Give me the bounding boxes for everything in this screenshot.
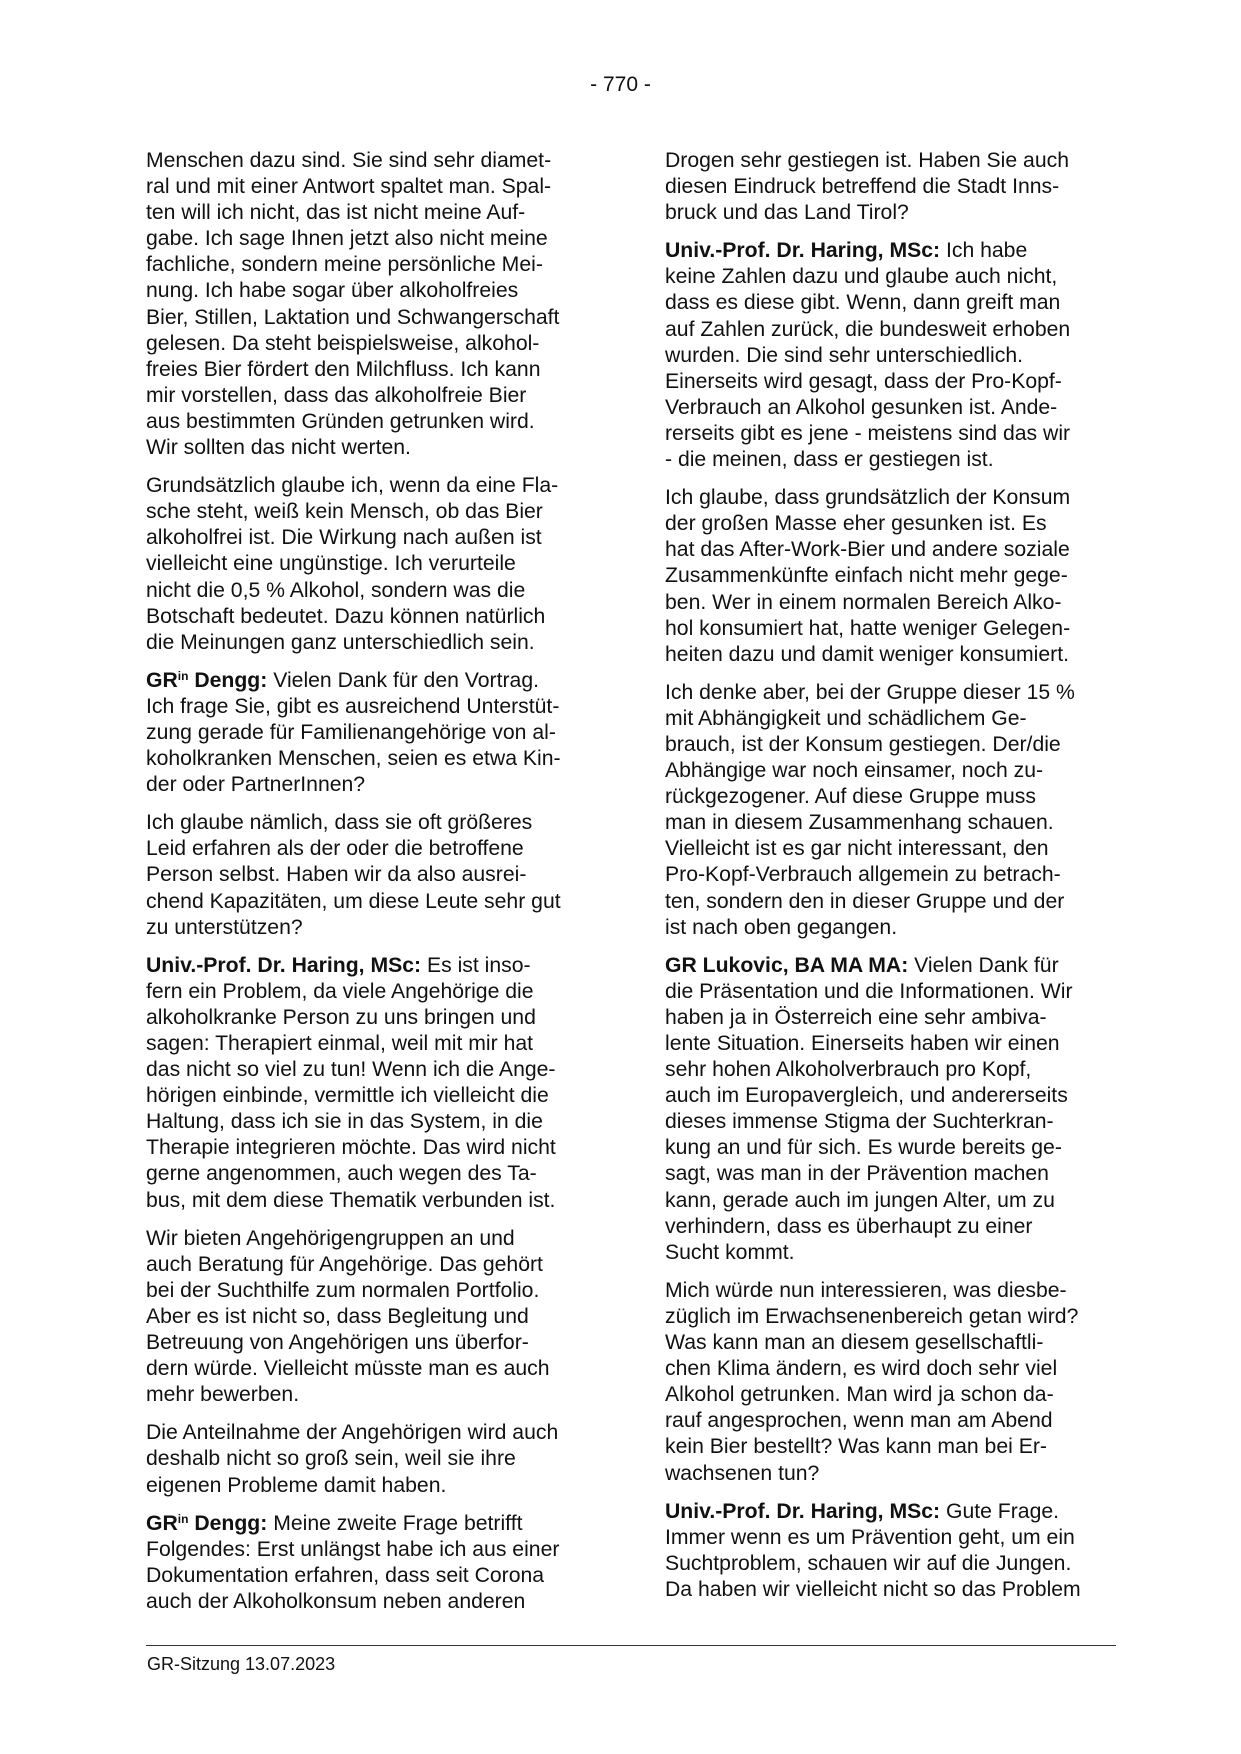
text-line: Immer wenn es um Prävention geht, um ein [665, 1525, 1075, 1549]
text-line: Haltung, dass ich sie in das System, in die [146, 1110, 543, 1134]
text-line: Dokumentation erfahren, dass seit Corona [146, 1563, 545, 1587]
text-line: Bier, Stillen, Laktation und Schwangerschaft [146, 305, 560, 329]
text-line: eigenen Probleme damit haben. [146, 1473, 447, 1497]
text-line: Wir bieten Angehörigengruppen an und [146, 1226, 515, 1250]
paragraph [146, 1511, 596, 1615]
text-line: rerseits gibt es jene - meistens sind das wir [665, 421, 1071, 445]
text-line: koholkranken Menschen, seien es etwa Kin- [146, 747, 561, 771]
text-line: Grundsätzlich glaube ich, wenn da eine Fla- [146, 474, 559, 498]
text-line: verhindern, dass es überhaupt zu einer [665, 1214, 1033, 1238]
text-line: diesen Eindruck betreffend die Stadt Inns- [665, 175, 1060, 199]
text-line: GR Lukovic, BA MA MA: Vielen Dank für [665, 953, 1059, 977]
text-line: Person selbst. Haben wir da also ausrei- [146, 863, 527, 887]
text-line: fachliche, sondern meine persönliche Mei- [146, 253, 543, 277]
text-line: Univ.-Prof. Dr. Haring, MSc: Gute Frage. [665, 1499, 1060, 1523]
paragraph [146, 1420, 596, 1498]
text-line: kann, gerade auch im jungen Alter, um zu [665, 1188, 1055, 1212]
text-line: dieses immense Stigma der Suchterkran- [665, 1110, 1054, 1134]
text-line: heiten dazu und damit weniger konsumiert. [665, 642, 1069, 666]
text-line: sagt, was man in der Prävention machen [665, 1162, 1049, 1186]
paragraph [665, 1278, 1115, 1487]
text-line: kung an und für sich. Es wurde bereits ge- [665, 1136, 1062, 1160]
text-line: auch Beratung für Angehörige. Das gehört [146, 1252, 543, 1276]
paragraph [665, 680, 1115, 941]
text-line: die Präsentation und die Informationen. Wir [665, 979, 1073, 1003]
text-line: Einerseits wird gesagt, dass der Pro-Kopf- [665, 369, 1062, 393]
text-line: Aber es ist nicht so, dass Begleitung und [146, 1304, 529, 1328]
right-column [665, 148, 1115, 1615]
text-line: Verbrauch an Alkohol gesunken ist. Ande- [665, 395, 1058, 419]
paragraph [665, 485, 1115, 668]
text-line: ten, sondern den in dieser Gruppe und der [665, 889, 1065, 913]
text-line: Abhängige war noch einsamer, noch zu- [665, 759, 1044, 783]
text-line: keine Zahlen dazu und glaube auch nicht, [665, 265, 1058, 289]
paragraph [665, 1499, 1115, 1603]
text-line: auf Zahlen zurück, die bundesweit erhoben [665, 317, 1071, 341]
text-line: rauf angesprochen, wenn man am Abend [665, 1409, 1053, 1433]
text-line: rückgezogener. Auf diese Gruppe muss [665, 785, 1036, 809]
text-line: bruck und das Land Tirol? [665, 201, 909, 225]
text-line: mir vorstellen, dass das alkoholfreie Bier [146, 383, 527, 407]
text-line: hol konsumiert hat, hatte weniger Gelegen- [665, 616, 1071, 640]
text-line: sehr hohen Alkoholverbrauch pro Kopf, [665, 1058, 1032, 1082]
speaker-name: Univ.-Prof. Dr. Haring, MSc: [146, 953, 422, 977]
text-line: sagen: Therapiert einmal, weil mit mir hat [146, 1032, 534, 1055]
text-line: Suchtproblem, schauen wir auf die Jungen. [665, 1551, 1072, 1575]
text-line: wachsenen tun? [665, 1461, 820, 1485]
text-line: nicht die 0,5 % Alkohol, sondern was die [146, 578, 526, 602]
text-line: $GR^{in}$ Dengg: Vielen Dank für den Vortrag. [146, 668, 539, 692]
paragraph [665, 148, 1115, 226]
text-line: Die Anteilnahme der Angehörigen wird auch [146, 1421, 559, 1445]
text-line: bus, mit dem diese Thematik verbunden ist. [146, 1188, 556, 1212]
text-line: wurden. Die sind sehr unterschiedlich. [665, 343, 1024, 367]
text-line: zung gerade für Familienangehörige von al- [146, 720, 556, 744]
text-line: Wir sollten das nicht werten. [146, 436, 411, 460]
footer-text: GR-Sitzung 13.07.2023 [147, 1654, 336, 1674]
text-line: hörigen einbinde, vermittle ich vielleicht die [146, 1084, 549, 1108]
text-line: vielleicht eine ungünstige. Ich verurteile [146, 552, 516, 576]
paragraph [146, 668, 596, 798]
text-line: Ich glaube, dass grundsätzlich der Konsum [665, 486, 1071, 510]
text-line: freies Bier fördert den Milchfluss. Ich kann [146, 357, 541, 381]
speaker-name: Univ.-Prof. Dr. Haring, MSc: [665, 1499, 941, 1523]
text-line: kein Bier bestellt? Was kann man bei Er- [665, 1435, 1047, 1459]
text-line: Univ.-Prof. Dr. Haring, MSc: Ich habe [665, 239, 1028, 263]
text-line: man in diesem Zusammenhang schauen. [665, 811, 1054, 835]
page-number: - 770 - [590, 73, 651, 96]
text-line: dass es diese gibt. Wenn, dann greift man [665, 291, 1061, 315]
text-line: der oder PartnerInnen? [146, 773, 366, 797]
text-line: Betreuung von Angehörigen uns überfor- [146, 1331, 529, 1355]
text-line: Ich glaube nämlich, dass sie oft größeres [146, 811, 533, 835]
paragraph [146, 810, 596, 940]
text-line: gabe. Ich sage Ihnen jetzt also nicht meine [146, 227, 548, 251]
speaker-name: $GR^{in}$ Dengg: [146, 1511, 268, 1535]
text-line: Was kann man an diesem gesellschaftli- [665, 1331, 1044, 1355]
paragraph [146, 953, 596, 1214]
text-line: ben. Wer in einem normalen Bereich Alko- [665, 590, 1062, 614]
text-line: ist nach oben gegangen. [665, 915, 898, 939]
text-line: haben ja in Österreich eine sehr ambiva- [665, 1005, 1047, 1029]
paragraph [665, 238, 1115, 473]
speaker-name: GR Lukovic, BA MA MA: [665, 953, 909, 977]
text-line: fern ein Problem, da viele Angehörige die [146, 979, 534, 1003]
text-line: Univ.-Prof. Dr. Haring, MSc: Es ist inso- [146, 953, 531, 977]
text-line: Alkohol getrunken. Man wird ja schon da- [665, 1383, 1054, 1407]
text-line: chend Kapazitäten, um diese Leute sehr gut [146, 889, 561, 913]
text-line: Botschaft bedeutet. Dazu können natürlich [146, 604, 546, 628]
text-line: deshalb nicht so groß sein, weil sie ihre [146, 1447, 516, 1471]
text-line: - die meinen, dass er gestiegen ist. [665, 448, 994, 472]
paragraph [146, 473, 596, 656]
text-line: der großen Masse eher gesunken ist. Es [665, 512, 1047, 536]
text-line: mit Abhängigkeit und schädlichem Ge- [665, 706, 1027, 730]
text-line: sche steht, weiß kein Mensch, ob das Bier [146, 500, 543, 524]
text-line: ral und mit einer Antwort spaltet man. Spal- [146, 175, 552, 199]
text-line: Vielleicht ist es gar nicht interessant, den [665, 837, 1049, 861]
text-line: aus bestimmten Gründen getrunken wird. [146, 409, 535, 433]
speaker-name: $GR^{in}$ Dengg: [146, 668, 268, 692]
text-line: hat das After-Work-Bier und andere soziale [665, 538, 1070, 562]
paragraph [146, 148, 596, 461]
text-line: Ich denke aber, bei der Gruppe dieser 15 % [665, 680, 1075, 704]
text-line: Drogen sehr gestiegen ist. Haben Sie auch [665, 149, 1069, 172]
text-line: Pro-Kopf-Verbrauch allgemein zu betrach- [665, 863, 1061, 887]
text-line: Therapie integrieren möchte. Das wird nicht [146, 1136, 556, 1160]
text-line: mehr bewerben. [146, 1383, 300, 1407]
text-line: Leid erfahren als der oder die betroffene [146, 837, 524, 861]
text-line: Da haben wir vielleicht nicht so das Problem [665, 1577, 1081, 1601]
text-line: Menschen dazu sind. Sie sind sehr diamet- [146, 149, 552, 172]
text-line: auch im Europavergleich, und andererseits [665, 1084, 1068, 1108]
text-line: Mich würde nun interessieren, was diesbe- [665, 1278, 1067, 1302]
text-line: das nicht so viel zu tun! Wenn ich die Ange- [146, 1058, 556, 1082]
text-line: bei der Suchthilfe zum normalen Portfolio. [146, 1278, 540, 1302]
speaker-name: Univ.-Prof. Dr. Haring, MSc: [665, 239, 941, 263]
text-line: Zusammenkünfte einfach nicht mehr gege- [665, 564, 1068, 588]
text-line: ten will ich nicht, das ist nicht meine Auf- [146, 201, 526, 225]
text-line: die Meinungen ganz unterschiedlich sein. [146, 630, 535, 654]
text-line: alkoholfrei ist. Die Wirkung nach außen ist [146, 526, 542, 550]
paragraph [146, 1226, 596, 1409]
text-line: auch der Alkoholkonsum neben anderen [146, 1589, 526, 1613]
text-line: gerne angenommen, auch wegen des Ta- [146, 1162, 537, 1186]
text-line: Ich frage Sie, gibt es ausreichend Unterstüt- [146, 694, 560, 718]
text-line: lente Situation. Einerseits haben wir einen [665, 1032, 1060, 1055]
footer-divider [146, 1645, 1116, 1646]
text-line: Folgendes: Erst unlängst habe ich aus einer [146, 1537, 560, 1561]
text-line: züglich im Erwachsenenbereich getan wird? [665, 1304, 1079, 1328]
text-line: nung. Ich habe sogar über alkoholfreies [146, 279, 519, 303]
text-line: gelesen. Da steht beispielsweise, alkohol- [146, 331, 540, 355]
text-line: brauch, ist der Konsum gestiegen. Der/die [665, 732, 1061, 756]
text-line: zu unterstützen? [146, 915, 303, 939]
text-line: Sucht kommt. [665, 1240, 795, 1264]
text-line: dern würde. Vielleicht müsste man es auch [146, 1357, 550, 1381]
text-line: $GR^{in}$ Dengg: Meine zweite Frage betrifft [146, 1511, 523, 1535]
text-line: chen Klima ändern, es wird doch sehr viel [665, 1357, 1058, 1381]
text-line: alkoholkranke Person zu uns bringen und [146, 1005, 536, 1029]
left-column [146, 148, 596, 1627]
paragraph [665, 953, 1115, 1266]
